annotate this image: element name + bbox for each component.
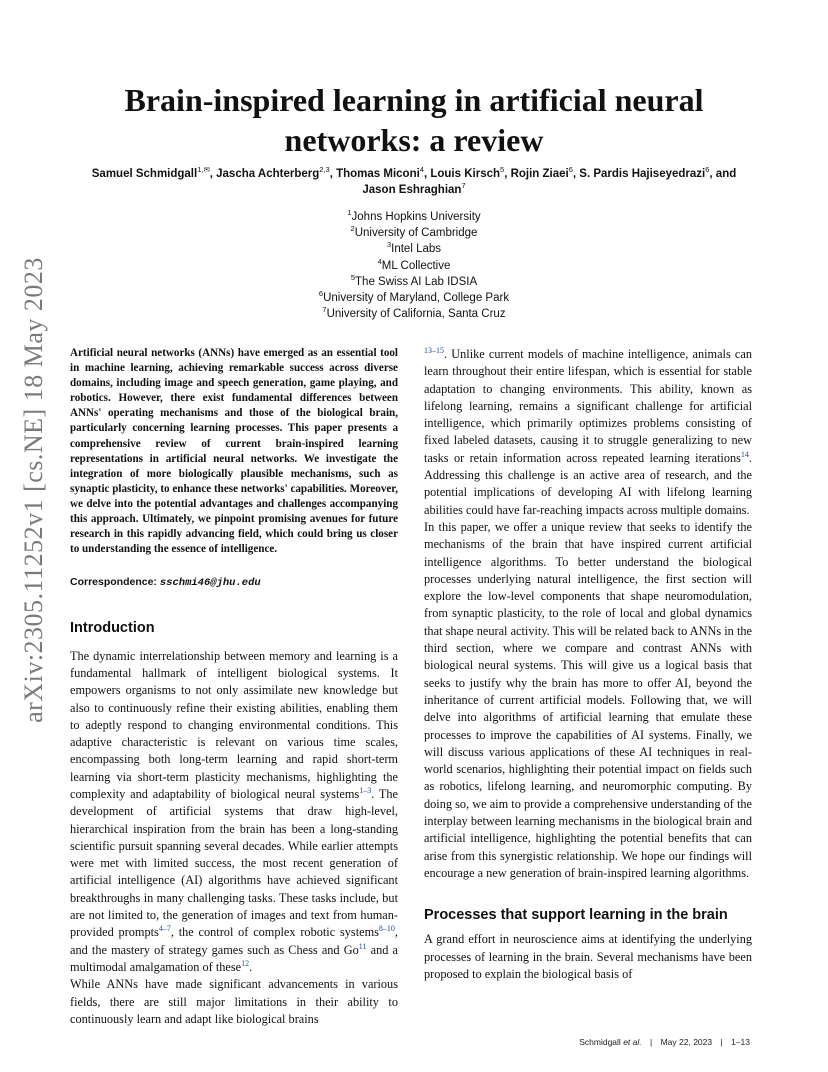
- author-name: Rojin Ziaei: [510, 168, 569, 180]
- affiliation-number: 4: [377, 256, 382, 266]
- author-name: S. Pardis Hajiseyedrazi: [579, 168, 706, 180]
- paper-title: Brain-inspired learning in artificial neural networks: a review: [124, 82, 704, 158]
- footer-etal: et al.: [623, 1037, 642, 1047]
- citation[interactable]: 4–7: [158, 924, 171, 934]
- citation[interactable]: 11: [358, 941, 367, 951]
- footer-pages: 1–13: [731, 1037, 750, 1047]
- author-separator: ,: [209, 168, 217, 180]
- author-affiliation-marker: 4: [419, 165, 424, 175]
- affiliation-number: 5: [350, 272, 356, 282]
- affiliation-number: 1: [347, 208, 352, 218]
- section-heading-processes: Processes that support learning in the brain: [424, 907, 728, 924]
- footer-author: Schmidgall: [579, 1037, 621, 1047]
- footer-date: May 22, 2023: [660, 1037, 713, 1047]
- affiliation-item: [200, 274, 628, 290]
- affiliation-name: The Swiss AI Lab IDSIA: [355, 275, 478, 288]
- left-column: [70, 346, 398, 1028]
- author-affiliation-marker: 7: [461, 181, 466, 191]
- processes-paragraph-1: A grand effort in neuroscience aims at identifying the underlying processes of learning in the brain. Several mechanisms have been proposed to explain the biological basis of: [424, 932, 752, 981]
- affiliation-number: 7: [322, 305, 327, 315]
- affiliation-name: University of Maryland, College Park: [323, 292, 510, 305]
- author-separator: ,: [423, 168, 431, 180]
- intro-paragraph-2-start: While ANNs have made significant advancements in various fields, there are still major limitations in their ability to continuously learn and adapt like biological brains: [70, 977, 398, 1026]
- affiliation-number: 2: [350, 224, 355, 234]
- affiliation-name: Johns Hopkins University: [351, 211, 481, 223]
- intro-paragraph-1: The dynamic interrelationship between memory and learning is a fundamental hallmark of intelligent biological systems. It empowers organisms to not only assimilate new knowledge but also to continuously refine their existing abilities, enabling them to adeptly respond to changing environmental conditions. This adaptive characteristic is relevant on various time scales, encompassing both long-term learning and rapid short-term learning via short-term plasticity mechanisms, highlighting the complexity and adaptability of biological neural systems$^{1-3}$. The development of artificial systems that draw high-level, hierarchical inspiration from the brain has been a long-standing scientific pursuit spanning several decades. While earlier attempts were met with limited success, the most recent generation of artificial intelligence (AI) algorithms have achieved significant breakthroughs in many challenging tasks. These tasks include, but are not limited to, the generation of images and text from human-provided prompts$^{4-7}$, the control of complex robotic systems$^{8-10}$, and the mastery of strategy games such as Chess and Go$^{11}$ and a multimodal amalgamation of these$^{12}$.: [70, 648, 399, 974]
- intro-paragraph-2-cont: $^{13-15}$. Unlike current models of machine intelligence, animals can learn throughout their entire lifespan, which is essential for stable adaptation to changing environments. This ability, known as lifelong learning, remains a significant challenge for artificial intelligence, which primarily optimizes problems consisting of fixed labeled datasets, causing it to struggle generalizing to new tasks or retain information across repeated learning iterations$^{14}$. Addressing this challenge is an active area of research, and the potential implications of developing AI with lifelong learning abilities could have far-reaching impacts across multiple domains.: [424, 345, 752, 517]
- affiliation-name: ML Collective: [381, 259, 451, 272]
- footer-separator: |: [720, 1037, 723, 1047]
- footer-separator: |: [650, 1037, 653, 1047]
- author-name: Jason Eshraghian: [362, 184, 462, 196]
- author-separator: , and: [709, 168, 737, 180]
- affiliation-item: [200, 258, 628, 274]
- affiliation-item: [200, 306, 628, 322]
- affiliation-name: University of Cambridge: [354, 227, 478, 240]
- abstract: Artificial neural networks (ANNs) have emerged as an essential tool in machine learning, achieving remarkable success across diverse domains, including image and speech generation, game playing, and robotics. However, there exist fundamental differences between ANNs' operating mechanisms and those of the biological brain, particularly concerning learning processes. This paper presents a comprehensive review of current brain-inspired learning representations in artificial neural networks. We investigate the integration of more biologically plausible mechanisms, such as synaptic plasticity, to enhance these networks' capabilities. Moreover, we delve into the potential advantages and challenges accompanying this approach. Ultimately, we pinpoint promising avenues for future research in this rapidly advancing field, which could bring us closer to understanding the essence of intelligence.: [70, 347, 398, 556]
- author-list: [80, 166, 748, 198]
- author-affiliation-marker: 1,✉: [197, 165, 210, 175]
- author-affiliation-marker: 6: [705, 165, 710, 175]
- citation[interactable]: 13–15: [424, 345, 444, 355]
- author-name: Louis Kirsch: [430, 168, 501, 180]
- section-heading-introduction: Introduction: [70, 619, 155, 636]
- arxiv-identifier-stamp: [4, 210, 64, 770]
- author-separator: ,: [504, 168, 511, 180]
- author-separator: ,: [572, 168, 580, 180]
- affiliation-number: 6: [318, 289, 324, 299]
- affiliation-name: University of California, Santa Cruz: [326, 308, 506, 321]
- correspondence: [70, 574, 398, 592]
- affiliation-list: [200, 209, 628, 322]
- author-name: Thomas Miconi: [336, 168, 420, 180]
- affiliation-name: Intel Labs: [391, 243, 442, 256]
- citation[interactable]: 14: [740, 449, 749, 459]
- intro-paragraph-3: In this paper, we offer a unique review that seeks to identify the mechanisms of the brain that have inspired current artificial intelligence algorithms. To better understand the biological processes underlying natural intelligence, the first section will explore the low-level components that shape neuromodulation, from synaptic plasticity, to the role of local and global dynamics that shape neural activity. This will be related back to ANNs in the third section, where we compare and contrast ANNs with biological neural systems. This will give us a logical basis that seeks to justify why the brain has more to offer AI, beyond the inheritance of current artificial models. Following that, we will delve into algorithms of artificial learning that emulate these processes to improve the capabilities of AI systems. Finally, we will discuss various applications of these AI techniques in real-world scenarios, highlighting their potential impact on fields such as robotics, lifelong learning, and neuromorphic computing. By doing so, we aim to provide a comprehensive understanding of the interplay between learning mechanisms in the biological brain and artificial intelligence, highlighting the potential benefits that can arise from this synergistic relationship. We hope our findings will encourage a new generation of brain-inspired learning algorithms.: [424, 519, 752, 880]
- citation[interactable]: 12: [241, 958, 250, 968]
- affiliation-number: 3: [386, 240, 392, 250]
- page-footer: [579, 1037, 750, 1047]
- author-affiliation-marker: 5: [500, 165, 505, 175]
- citation[interactable]: 1–3: [359, 785, 372, 795]
- right-column: [424, 346, 752, 983]
- affiliation-item: [200, 241, 628, 257]
- citation[interactable]: 8–10: [378, 924, 395, 934]
- author-affiliation-marker: 6: [568, 165, 573, 175]
- arxiv-id: arXiv:2305.11252v1 [cs.NE] 18 May 2023: [19, 257, 48, 723]
- affiliation-item: [200, 290, 628, 306]
- author-name: Jascha Achterberg: [216, 168, 320, 180]
- author-affiliation-marker: 2,3: [319, 165, 330, 175]
- correspondence-label: Correspondence:: [70, 576, 157, 589]
- correspondence-email[interactable]: sschmi46@jhu.edu: [159, 577, 261, 590]
- affiliation-item: [200, 225, 628, 241]
- author-separator: ,: [329, 168, 337, 180]
- author-name: Samuel Schmidgall: [91, 168, 198, 180]
- affiliation-item: [200, 209, 628, 225]
